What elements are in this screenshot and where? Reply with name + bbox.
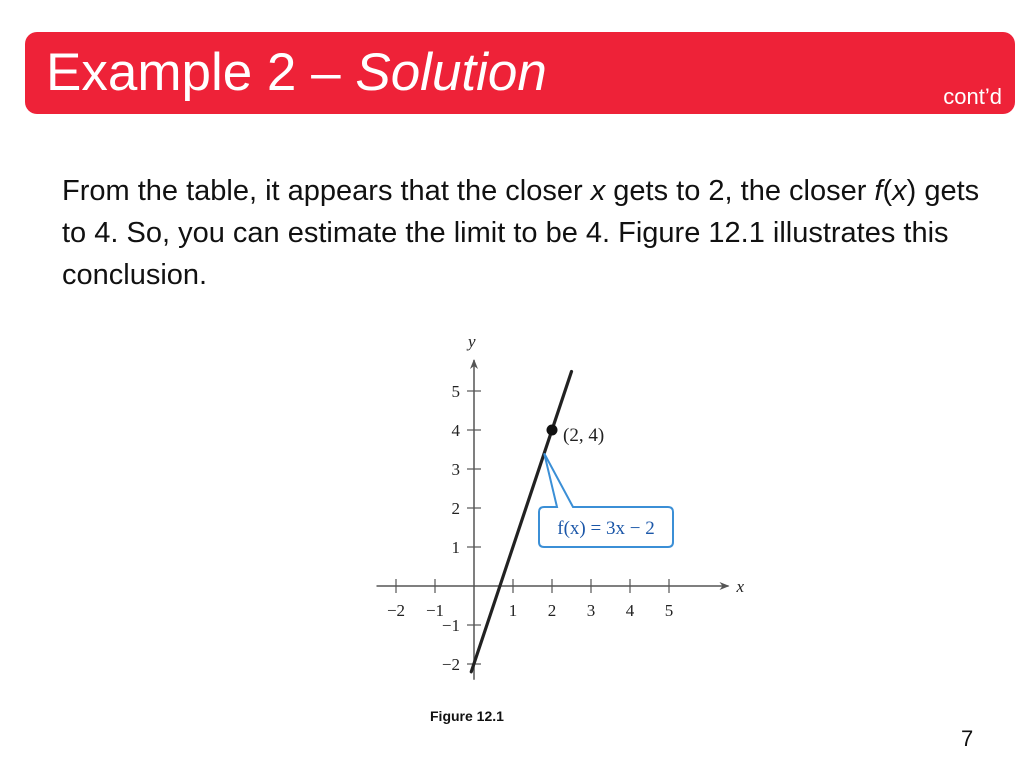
figure-caption: Figure 12.1 (430, 708, 504, 724)
x-tick-label: −1 (425, 601, 445, 620)
y-tick-label: −1 (441, 616, 460, 635)
function-graph (360, 330, 745, 695)
y-tick-label: 2 (451, 499, 460, 518)
y-axis-label: y (468, 332, 476, 351)
callout (539, 453, 673, 547)
body-var-f: f (874, 175, 883, 207)
y-tick-label: −2 (441, 655, 460, 674)
body-text-2: gets to 2, the closer (605, 175, 875, 207)
body-paragraph (62, 170, 992, 296)
body-var-x-2: x (892, 175, 907, 207)
x-tick-label: 1 (508, 601, 518, 620)
point-label: (2, 4) (563, 425, 605, 446)
body-text-3: ( (882, 175, 893, 207)
body-text-1: From the table, it appears that the closer (62, 175, 591, 207)
x-tick-label: 2 (547, 601, 557, 620)
body-var-x-1: x (590, 175, 606, 207)
y-tick-label: 4 (451, 421, 460, 440)
callout-label: f(x) = 3x − 2 (557, 518, 655, 539)
title-italic: Solution (355, 43, 547, 102)
point-marker (547, 425, 558, 436)
y-tick-label: 3 (451, 460, 460, 479)
y-tick-label: 5 (451, 382, 460, 401)
title-main: Example 2 – (46, 43, 356, 102)
x-tick-label: 3 (586, 601, 596, 620)
x-tick-label: 4 (625, 601, 635, 620)
x-tick-label: −2 (386, 601, 406, 620)
body-text-4: ) gets to 4. So, you can estimate the limit to be 4. Figure 12.1 illustrates this conclusion. (62, 175, 980, 291)
x-tick-label: 5 (664, 601, 674, 620)
y-tick-label: 1 (451, 538, 460, 557)
x-axis-label: x (736, 577, 745, 596)
contd-label: cont’d (943, 84, 1002, 109)
slide-title (46, 38, 547, 108)
page-number: 7 (961, 726, 974, 751)
